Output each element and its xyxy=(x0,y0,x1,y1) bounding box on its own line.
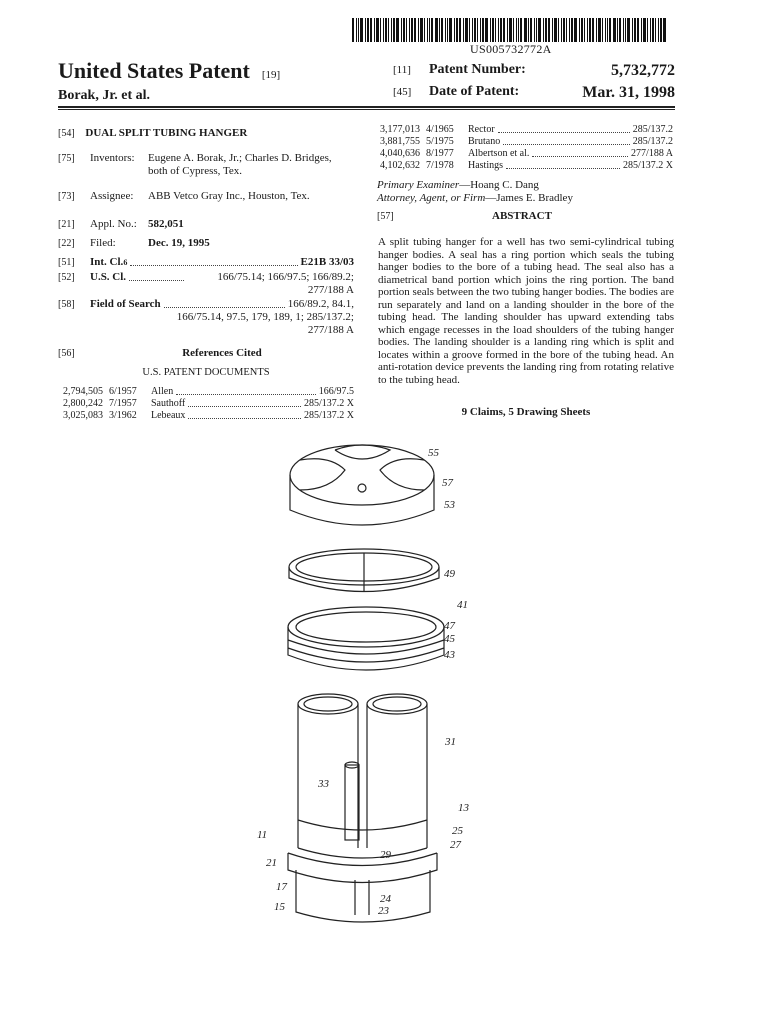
reference-num: 4,040,636 xyxy=(380,148,420,159)
abstract-code: [57] xyxy=(377,211,394,222)
pin-33 xyxy=(345,765,359,840)
field-refs-subheading: U.S. PATENT DOCUMENTS xyxy=(142,367,270,378)
attorney-name: James E. Bradley xyxy=(496,192,573,204)
landing-ring-split xyxy=(355,880,369,915)
field-search-text3: 277/188 A xyxy=(307,324,354,336)
examiner-name: Hoang C. Dang xyxy=(470,179,539,191)
field-uscl-text: 166/75.14; 166/97.5; 166/89.2; xyxy=(217,271,354,283)
reference-class: 285/137.2 xyxy=(632,124,673,135)
field-search-text2: 166/75.14, 97.5, 179, 189, 1; 285/137.2; xyxy=(176,311,354,323)
drawing-label-31: 31 xyxy=(445,736,456,748)
reference-date: 8/1977 xyxy=(426,148,454,159)
reference-class: 277/188 A xyxy=(631,148,673,159)
reference-name: Sauthoff xyxy=(151,398,186,409)
field-inventors-text: Eugene A. Borak, Jr.; Charles D. Bridges, both of Cypress, Tex. xyxy=(148,152,332,177)
reference-date: 3/1962 xyxy=(109,410,137,421)
drawing-label-27: 27 xyxy=(450,839,461,851)
reference-num: 2,794,505 xyxy=(63,386,103,397)
field-appl-text: 582,051 xyxy=(148,218,184,230)
drawing-label-33: 33 xyxy=(318,778,329,790)
field-assignee-label: Assignee: xyxy=(90,190,134,202)
reference-num: 3,177,013 xyxy=(380,124,420,135)
field-uscl-label: U.S. Cl. xyxy=(90,271,127,283)
claims-line: 9 Claims, 5 Drawing Sheets xyxy=(461,406,591,418)
reference-date: 7/1978 xyxy=(426,160,454,171)
drawing-label-47: 47 xyxy=(444,620,455,632)
primary-examiner: Primary Examiner—Hoang C. Dang xyxy=(377,179,539,191)
cap-lobe-top xyxy=(335,445,390,459)
drawing-label-23: 23 xyxy=(378,905,389,917)
field-appl-code: [21] xyxy=(58,219,75,230)
hanger-band-bottom xyxy=(298,848,427,858)
drawing-label-15: 15 xyxy=(274,901,285,913)
seal-groove-2 xyxy=(288,648,444,662)
abstract-title: ABSTRACT xyxy=(492,210,552,222)
header-title: United States Patent xyxy=(58,58,250,83)
examiner-label: Primary Examiner xyxy=(377,179,460,191)
drawing-label-45: 45 xyxy=(444,633,455,645)
barcode-number: US005732772A xyxy=(470,42,552,56)
patent-number: 5,732,772 xyxy=(611,62,675,79)
reference-num: 2,800,242 xyxy=(63,398,103,409)
drawing-label-25: 25 xyxy=(452,825,463,837)
field-search-code: [58] xyxy=(58,299,75,310)
seal-side xyxy=(288,627,444,670)
reference-num: 3,025,083 xyxy=(63,410,103,421)
field-intcl-label: Int. Cl. xyxy=(90,256,124,268)
reference-name: Lebeaux xyxy=(151,410,186,421)
field-intcl-sup: 6 xyxy=(123,258,128,267)
hanger-right-bore xyxy=(373,697,421,711)
date-code: [45] xyxy=(393,86,412,98)
field-assignee-text: ABB Vetco Gray Inc., Houston, Tex. xyxy=(148,190,310,202)
field-search-label: Field of Search xyxy=(90,298,161,310)
field-appl-label: Appl. No.: xyxy=(90,218,137,230)
reference-num: 3,881,755 xyxy=(380,136,420,147)
field-refs-code: [56] xyxy=(58,348,75,359)
field-uscl-code: [52] xyxy=(58,272,75,283)
hanger-left-bore xyxy=(304,697,352,711)
abstract-text: A split tubing hanger for a well has two semi-cylindrical tubing hanger bodies. A seal has a ring portion which seals the tubing hanger bodies to the bore of a tubing head. The seal also has a diametrical band portion which joins the ring portion. The band portion seals between the two tubing hanger bodies. The bodies are run separately and land on a landing shoulder in the bore of the tubing head. The landing shoulder has upward extending tabs which engage recesses in the load shoulders of the tubing hanger bodies. The landing shoulder is a landing ring which is split and locates within a groove formed in the bore of the tubing head. An anti-rotation device prevents the landing ring from rotating relative to the tubing head. xyxy=(378,236,674,386)
seal-inner xyxy=(296,612,436,642)
field-intcl-code: [51] xyxy=(58,257,75,268)
date-label: Date of Patent: xyxy=(429,84,520,99)
drawing-label-13: 13 xyxy=(458,802,469,814)
field-filed-code: [22] xyxy=(58,238,75,249)
header-title-code: [19] xyxy=(261,69,281,81)
landing-ring-edge xyxy=(288,853,437,866)
field-uscl-text2: 277/188 A xyxy=(307,284,354,296)
hanger-band-top xyxy=(298,820,427,830)
field-assignee-code: [73] xyxy=(58,191,75,202)
reference-class: 166/97.5 xyxy=(318,386,354,397)
drawing-label-11: 11 xyxy=(257,829,268,841)
reference-date: 4/1965 xyxy=(426,124,454,135)
cap-top xyxy=(290,445,434,505)
drawing-label-29: 29 xyxy=(380,849,391,861)
reference-name: Allen xyxy=(151,386,174,397)
drawing-label-21: 21 xyxy=(266,857,277,869)
field-title-text: DUAL SPLIT TUBING HANGER xyxy=(85,127,248,139)
reference-num: 4,102,632 xyxy=(380,160,420,171)
field-inventors-code: [75] xyxy=(58,153,75,164)
field-filed-label: Filed: xyxy=(90,237,116,249)
drawing-label-17: 17 xyxy=(276,881,287,893)
field-search-text: 166/89.2, 84.1, xyxy=(287,298,354,310)
field-inventors-label: Inventors: xyxy=(90,152,135,164)
reference-name: Rector xyxy=(468,124,495,135)
header-inventors: Borak, Jr. et al. xyxy=(58,88,151,103)
drawing-label-24: 24 xyxy=(380,893,391,905)
drawing-label-55: 55 xyxy=(428,447,439,459)
reference-class: 285/137.2 X xyxy=(304,398,354,409)
patent-number-label: Patent Number: xyxy=(429,62,526,77)
cap-lobe-left xyxy=(300,459,345,490)
attorney: Attorney, Agent, or Firm—James E. Bradley xyxy=(377,192,573,204)
drawing-label-57: 57 xyxy=(442,477,453,489)
reference-date: 7/1957 xyxy=(109,398,137,409)
reference-name: Albertson et al. xyxy=(468,148,530,159)
cap-body xyxy=(290,475,434,525)
reference-class: 285/137.2 X xyxy=(623,160,673,171)
drawing-label-53: 53 xyxy=(444,499,455,511)
reference-class: 285/137.2 X xyxy=(304,410,354,421)
reference-name: Hastings xyxy=(468,160,503,171)
reference-name: Brutano xyxy=(468,136,501,147)
cap-hole xyxy=(358,484,366,492)
drawing-label-43: 43 xyxy=(444,649,455,661)
field-filed-text: Dec. 19, 1995 xyxy=(148,237,210,249)
reference-class: 285/137.2 xyxy=(632,136,673,147)
seal-top xyxy=(288,607,444,647)
field-intcl-text: E21B 33/03 xyxy=(300,256,354,268)
patent-number-code: [11] xyxy=(393,64,411,76)
drawing-label-49: 49 xyxy=(444,568,455,580)
cap-lobe-right xyxy=(380,459,424,490)
date-of-patent: Mar. 31, 1998 xyxy=(582,84,675,101)
drawing-label-41: 41 xyxy=(457,599,468,611)
field-refs-label: References Cited xyxy=(182,347,262,359)
attorney-label: Attorney, Agent, or Firm xyxy=(377,192,486,204)
reference-date: 6/1957 xyxy=(109,386,137,397)
field-title-code: [54] xyxy=(58,128,75,139)
reference-date: 5/1975 xyxy=(426,136,454,147)
